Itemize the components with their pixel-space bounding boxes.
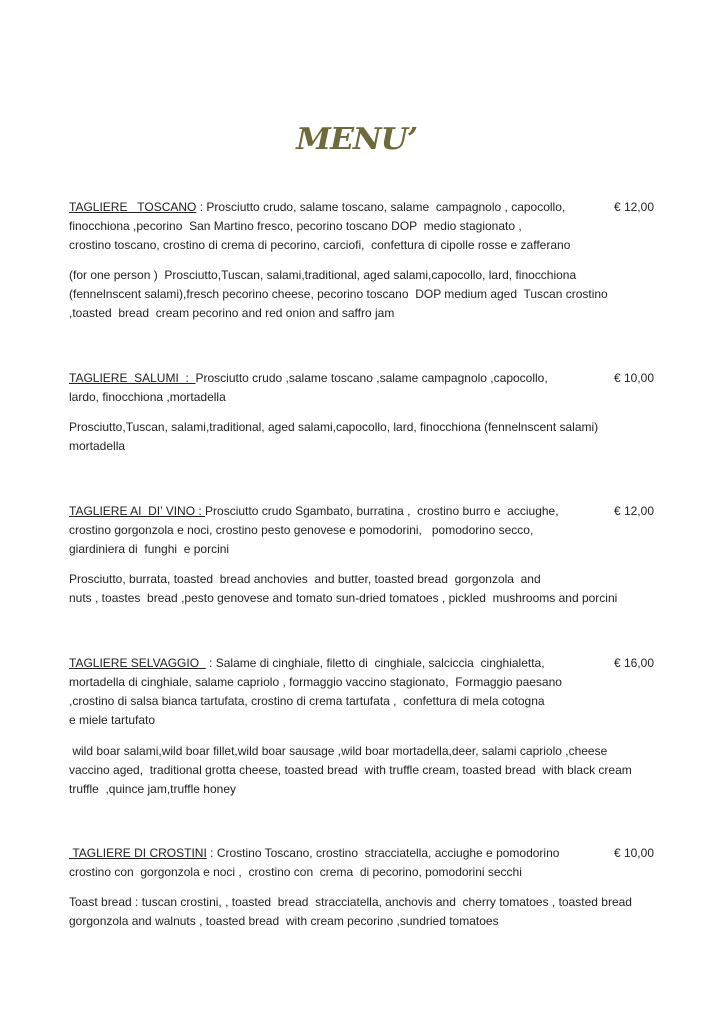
description-line: : Prosciutto crudo, salame toscano, salame campagnolo , capocollo, bbox=[196, 200, 566, 214]
first-line-text bbox=[69, 198, 600, 217]
italian-description bbox=[69, 198, 669, 255]
item-heading: TAGLIERE TOSCANO bbox=[69, 200, 197, 214]
menu-title bbox=[0, 122, 724, 157]
first-line-text bbox=[69, 502, 600, 521]
english-description bbox=[69, 893, 669, 931]
description-line: : Crostino Toscano, crostino stracciatella, acciughe e pomodorino bbox=[206, 846, 560, 860]
italian-description bbox=[69, 654, 669, 730]
english-description bbox=[69, 570, 669, 608]
item-heading: TAGLIERE AI DI’ VINO : bbox=[69, 504, 206, 518]
first-line-text bbox=[69, 369, 600, 388]
italian-description bbox=[69, 369, 669, 407]
description-line: truffle ,quince jam,truffle honey bbox=[69, 782, 236, 796]
english-description bbox=[69, 266, 669, 323]
item-price: € 16,00 bbox=[613, 656, 654, 670]
item-price: € 12,00 bbox=[613, 200, 654, 214]
menu-list bbox=[69, 198, 669, 977]
description-line: ,toasted bread cream pecorino and red onion and saffro jam bbox=[69, 306, 395, 320]
item-heading: TAGLIERE DI CROSTINI bbox=[69, 846, 207, 860]
first-line bbox=[69, 198, 669, 217]
description-line: gorgonzola and walnuts , toasted bread with cream pecorino ,sundried tomatoes bbox=[69, 914, 499, 928]
description-line: giardiniera di funghi e porcini bbox=[69, 542, 230, 556]
menu-item-tagliere-di-crostini bbox=[69, 844, 669, 931]
description-line: lardo, finocchiona ,mortadella bbox=[69, 390, 226, 404]
menu-item-tagliere-selvaggio bbox=[69, 654, 669, 799]
description-line: Prosciutto,Tuscan, salami,traditional, aged salami,capocollo, lard, finocchiona (fennelnscent salami) bbox=[69, 420, 599, 434]
english-description bbox=[69, 418, 669, 456]
description-line: mortadella bbox=[69, 439, 126, 453]
description-line: wild boar salami,wild boar fillet,wild boar sausage ,wild boar mortadella,deer, salami capriolo ,cheese bbox=[69, 744, 608, 758]
description-line: (for one person ) Prosciutto,Tuscan, salami,traditional, aged salami,capocollo, lard, finocchiona bbox=[69, 268, 577, 282]
description-line: crostino gorgonzola e noci, crostino pesto genovese e pomodorini, pomodorino secco, bbox=[69, 523, 534, 537]
first-line-text bbox=[69, 844, 600, 863]
item-price: € 10,00 bbox=[613, 371, 654, 385]
menu-item-tagliere-toscano bbox=[69, 198, 669, 323]
description-line: finocchiona ,pecorino San Martino fresco, pecorino toscano DOP medio stagionato , bbox=[69, 219, 522, 233]
english-description bbox=[69, 742, 669, 799]
menu-item-tagliere-salumi bbox=[69, 369, 669, 456]
description-line: crostino con gorgonzola e noci , crostino con crema di pecorino, pomodorini secchi bbox=[69, 865, 522, 879]
first-line bbox=[69, 654, 669, 673]
description-line: Prosciutto crudo Sgambato, burratina , crostino burro e acciughe, bbox=[205, 504, 559, 518]
first-line bbox=[69, 502, 669, 521]
description-line: vaccino aged, traditional grotta cheese, toasted bread with truffle cream, toasted bread with black cream bbox=[69, 763, 632, 777]
item-heading: TAGLIERE SALUMI : bbox=[69, 371, 196, 385]
description-line: crostino toscano, crostino di crema di pecorino, carciofi, confettura di cipolle rosse e zafferano bbox=[69, 238, 571, 252]
menu-title-text: MENU’ bbox=[296, 122, 418, 157]
description-line: Toast bread : tuscan crostini, , toasted bread stracciatella, anchovis and cherry tomatoes , toasted bread bbox=[69, 895, 632, 909]
item-heading: TAGLIERE SELVAGGIO bbox=[69, 656, 206, 670]
item-price: € 12,00 bbox=[613, 504, 654, 518]
description-line: nuts , toastes bread ,pesto genovese and tomato sun-dried tomatoes , pickled mushrooms and porcini bbox=[69, 591, 618, 605]
italian-description bbox=[69, 844, 669, 882]
menu-item-tagliere-ai-di-vino bbox=[69, 502, 669, 608]
description-line: mortadella di cinghiale, salame capriolo , formaggio vaccino stagionato, Formaggio paesano bbox=[69, 675, 562, 689]
description-line: e miele tartufato bbox=[69, 713, 156, 727]
first-line bbox=[69, 369, 669, 388]
item-price: € 10,00 bbox=[613, 846, 654, 860]
description-line: Prosciutto crudo ,salame toscano ,salame campagnolo ,capocollo, bbox=[195, 371, 548, 385]
description-line: (fennelnscent salami),fresch pecorino cheese, pecorino toscano DOP medium aged Tuscan crostino bbox=[69, 287, 608, 301]
description-line: ,crostino di salsa bianca tartufata, crostino di crema tartufata , confettura di mela cotogna bbox=[69, 694, 545, 708]
description-line: : Salame di cinghiale, filetto di cinghiale, salciccia cinghialetta, bbox=[205, 656, 545, 670]
first-line bbox=[69, 844, 669, 863]
first-line-text bbox=[69, 654, 600, 673]
italian-description bbox=[69, 502, 669, 559]
description-line: Prosciutto, burrata, toasted bread anchovies and butter, toasted bread gorgonzola and bbox=[69, 572, 541, 586]
